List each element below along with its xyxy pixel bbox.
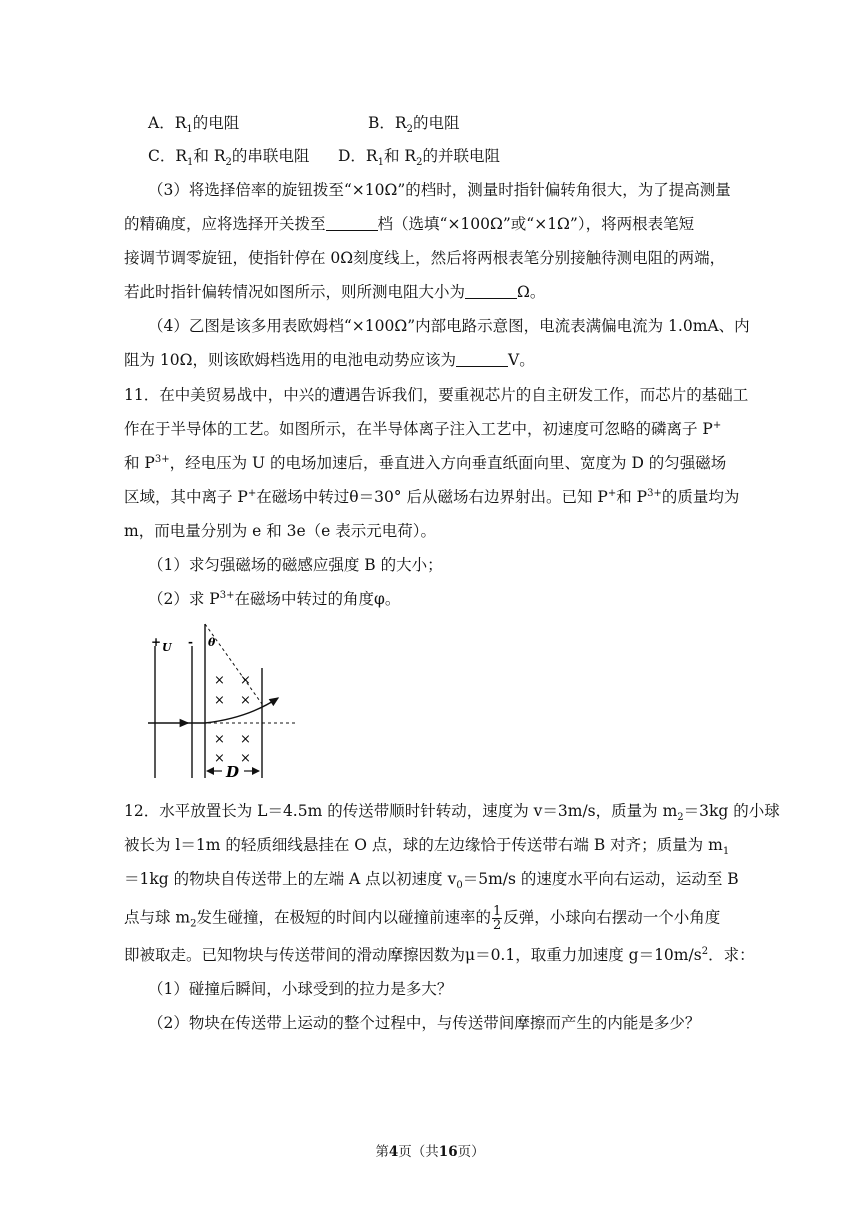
option-b-label: B．R — [368, 114, 407, 132]
answer-blank — [326, 216, 378, 231]
q11-line3-b: ，经电压为 U 的电场加速后，垂直进入方向垂直纸面向里、宽度为 D 的匀强磁场 — [169, 454, 727, 472]
voltage-label: U — [162, 641, 172, 654]
q10-part3-line2-a: 的精确度，应将选择开关拨至 — [124, 215, 326, 233]
option-c-label: C．R — [148, 147, 188, 165]
width-arrowhead-left — [206, 767, 214, 775]
q10-part3-line4-b: Ω。 — [517, 283, 546, 301]
q10-part3-line1: （3）将选择倍率的旋钮拨至“×10Ω”的档时，测量时指针偏转角很大，为了提高测量 — [148, 181, 731, 199]
q10-part3-line2-b: 档（选填“×100Ω”或“×1Ω”），将两根表笔短 — [377, 215, 695, 233]
q12-line4 — [124, 905, 720, 932]
q11-sub2-b: 在磁场中转过的角度φ。 — [234, 590, 401, 608]
fraction-numerator: 1 — [493, 904, 502, 919]
q10-part3-line4-a: 若此时指针偏转情况如图所示，则所测电阻大小为 — [124, 283, 466, 301]
q12-line1-b: ＝3kg 的小球 — [683, 802, 780, 820]
q11-line2 — [124, 419, 721, 439]
q11-line4-sup: + — [247, 487, 257, 499]
q11-line2-a: 作在于半导体的工艺。如图所示，在半导体离子注入工艺中，初速度可忽略的磷离子 P — [124, 420, 713, 438]
option-d — [338, 146, 500, 169]
answer-blank — [465, 284, 517, 299]
q10-part4-line2 — [124, 350, 535, 370]
q11-line3-a: 和 P — [124, 454, 155, 472]
cross-mark: × — [240, 693, 251, 708]
q12-line1 — [124, 801, 780, 824]
q11-sub2 — [148, 589, 400, 609]
q12-line2-sub: 1 — [722, 846, 730, 858]
width-label: D — [226, 763, 240, 781]
q11-line4-a: 区域，其中离子 P — [124, 488, 248, 506]
plus-sign: + — [151, 635, 162, 649]
q11-line4 — [124, 487, 739, 507]
q12-line3-a: ＝1kg 的物块自传送带上的左端 A 点以初速度 v — [124, 870, 457, 888]
q11-sub1: （1）求匀强磁场的磁感应强度 B 的大小； — [148, 556, 443, 574]
option-d-sub2: 2 — [416, 157, 423, 169]
option-c-sub1: 1 — [187, 157, 194, 169]
option-d-text: 的并联电阻 — [422, 147, 500, 165]
cross-mark: × — [214, 673, 225, 688]
q12-sub2: （2）物块在传送带上运动的整个过程中，与传送带间摩擦而产生的内能是多少？ — [148, 1014, 701, 1032]
q11-line4-sup3: 3+ — [647, 487, 662, 499]
q11-line4-c: 和 P — [616, 488, 648, 506]
page-footer — [0, 1140, 860, 1160]
q12-line1-a: 12．水平放置长为 L＝4.5m 的传送带顺时针转动，速度为 v＝3m/s，质量为 m — [124, 802, 678, 820]
page-number: 4 — [388, 1144, 399, 1160]
ion-trajectory — [148, 698, 278, 723]
q11-line1: 11．在中美贸易战中，中兴的遭遇告诉我们，要重视芯片的自主研发工作，而芯片的基础工 — [124, 386, 749, 404]
width-arrowhead-right — [252, 767, 260, 775]
answer-blank — [456, 352, 508, 367]
option-d-sub1: 1 — [377, 157, 384, 169]
option-c — [148, 146, 310, 169]
q11-line4-sup2: + — [607, 487, 617, 499]
q12-line2 — [124, 835, 730, 858]
cross-mark: × — [240, 751, 251, 766]
cross-mark: × — [214, 751, 225, 766]
q11-sub2-sup: 3+ — [219, 589, 235, 601]
q12-line5-a: 即被取走。已知物块与传送带间的滑动摩擦因数为μ＝0.1，取重力加速度 g＝10m/s — [124, 946, 702, 964]
one-half-fraction — [492, 905, 502, 932]
q10-part3-line2 — [124, 214, 694, 234]
option-b — [368, 113, 460, 136]
q12-line3-b: ＝5m/s 的速度水平向右运动，运动至 B — [462, 870, 739, 888]
q12-sub1: （1）碰撞后瞬间，小球受到的拉力是多大？ — [148, 980, 453, 998]
option-b-sub: 2 — [406, 124, 413, 136]
q11-sub2-a: （2）求 P — [148, 590, 220, 608]
q12-line3 — [124, 869, 739, 892]
option-a-text: 的电阻 — [192, 114, 240, 132]
q12-line4-sub: 2 — [190, 918, 197, 930]
q12-line2-a: 被长为 l＝1m 的轻质细线悬挂在 O 点，球的左边缘恰于传送带右端 B 对齐；质量为 m — [124, 836, 723, 854]
footer-prefix: 第 — [375, 1144, 389, 1160]
cross-mark: × — [214, 732, 225, 747]
q12-line3-sub: 0 — [456, 880, 463, 892]
total-pages: 16 — [438, 1144, 458, 1160]
q10-part3-line3: 接调节调零旋钮，使指针停在 0Ω刻度线上，然后将两根表笔分别接触待测电阻的两端， — [124, 249, 726, 267]
q12-line4-a: 点与球 m — [124, 908, 191, 927]
q11-line4-d: 的质量均为 — [661, 488, 740, 506]
q10-part4-line2-a: 阻为 10Ω，则该欧姆档选用的电池电动势应该为 — [124, 351, 457, 369]
cross-mark: × — [240, 732, 251, 747]
footer-middle: 页（共 — [398, 1144, 439, 1160]
q12-line4-c: 反弹，小球向右摆动一个小角度 — [503, 908, 721, 927]
option-d-mid: 和 R — [383, 147, 417, 165]
cross-mark: × — [240, 673, 251, 688]
q12-line1-sub: 2 — [677, 812, 684, 824]
q12-line5 — [124, 945, 755, 965]
q11-line4-b: 在磁场中转过θ＝30° 后从磁场右边界射出。已知 P — [256, 488, 608, 506]
minus-sign: - — [188, 635, 193, 649]
q11-line3 — [124, 453, 726, 473]
option-a — [148, 113, 240, 136]
magnetic-field-figure — [148, 618, 298, 784]
q11-line5: m，而电量分别为 e 和 3e（e 表示元电荷）。 — [124, 522, 437, 540]
option-a-label: A．R — [148, 114, 187, 132]
option-c-sub2: 2 — [225, 157, 232, 169]
option-b-text: 的电阻 — [412, 114, 460, 132]
q12-line5-b: ．求： — [708, 946, 755, 964]
option-a-sub: 1 — [186, 124, 193, 136]
cross-mark: × — [214, 693, 225, 708]
q11-line2-sup: + — [712, 419, 722, 431]
option-c-mid: 和 R — [193, 147, 226, 165]
option-d-label: D．R — [338, 147, 378, 165]
q10-part4-line2-b: V。 — [508, 351, 535, 369]
footer-suffix: 页） — [457, 1144, 485, 1160]
option-c-text: 的串联电阻 — [231, 147, 310, 165]
q11-line3-sup: 3+ — [154, 453, 170, 465]
theta-label: θ — [208, 636, 216, 649]
q10-part4-line1: （4）乙图是该多用表欧姆档“×100Ω”内部电路示意图，电流表满偏电流为 1.0mA、内 — [148, 317, 750, 335]
q12-line5-sup: 2 — [701, 945, 709, 957]
q12-line4-b: 发生碰撞，在极短的时间内以碰撞前速率的 — [196, 908, 492, 927]
q10-part3-line4 — [124, 282, 545, 302]
fraction-denominator: 2 — [493, 918, 502, 933]
